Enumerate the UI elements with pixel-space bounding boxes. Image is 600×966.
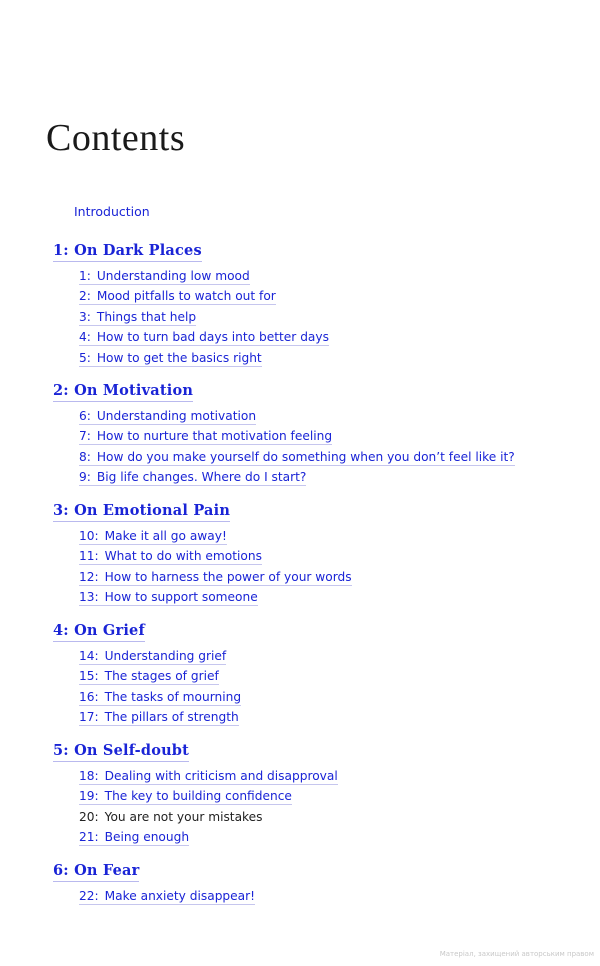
page-title: Contents [46, 117, 186, 159]
chapter-title: You are not your mistakes [104, 809, 263, 824]
chapter-title: How to nurture that motivation feeling [96, 429, 333, 444]
toc-section [53, 620, 573, 728]
chapter-link[interactable] [79, 429, 332, 445]
chapter-number: 19: [79, 789, 99, 804]
chapter-item [79, 587, 573, 607]
chapter-list [53, 766, 573, 848]
chapter-item [79, 567, 573, 587]
chapter-number: 6: [79, 409, 91, 423]
chapter-item [79, 707, 573, 727]
chapter-title: The tasks of mourning [104, 689, 242, 704]
chapter-number: 18: [79, 769, 99, 783]
chapter-number: 16: [79, 689, 99, 704]
chapter-number: 12: [79, 569, 99, 584]
chapter-list [53, 526, 573, 608]
chapter-item [79, 807, 573, 827]
chapter-title: Understanding grief [104, 649, 227, 663]
chapter-item [79, 348, 573, 368]
copyright-watermark: Матеріал, захищений авторським правом [439, 950, 594, 958]
chapter-list [53, 266, 573, 368]
chapter-link[interactable] [79, 710, 239, 726]
chapter-link[interactable] [79, 570, 352, 586]
chapter-link[interactable] [79, 649, 226, 665]
chapter-title: How to get the basics right [96, 350, 262, 365]
chapter-item [79, 406, 573, 426]
chapter-text [79, 810, 263, 824]
chapter-title: Understanding motivation [96, 409, 257, 423]
section-heading-link[interactable]: 3: On Emotional Pain [53, 501, 230, 522]
chapter-title: Mood pitfalls to watch out for [96, 289, 276, 304]
chapter-link[interactable] [79, 769, 338, 785]
toc-section [53, 860, 573, 906]
chapter-title: Make anxiety disappear! [104, 889, 256, 903]
chapter-title: How to support someone [104, 590, 258, 605]
chapter-number: 21: [79, 830, 99, 845]
chapter-list [53, 406, 573, 488]
chapter-title: Understanding low mood [96, 269, 250, 283]
chapter-number: 4: [79, 330, 91, 345]
chapter-link[interactable] [79, 289, 276, 305]
chapter-item [79, 526, 573, 546]
chapter-title: Make it all go away! [104, 529, 227, 543]
chapter-link[interactable] [79, 549, 262, 565]
chapter-number: 14: [79, 649, 99, 663]
chapter-number: 20: [79, 809, 99, 824]
section-heading-link[interactable]: 5: On Self-doubt [53, 741, 189, 762]
chapter-item [79, 766, 573, 786]
chapter-link[interactable] [79, 590, 258, 606]
chapter-item [79, 786, 573, 806]
chapter-title: The pillars of strength [104, 710, 239, 725]
chapter-item [79, 447, 573, 467]
chapter-link[interactable] [79, 450, 515, 466]
chapter-number: 10: [79, 529, 99, 543]
chapter-number: 11: [79, 549, 99, 564]
chapter-title: How to harness the power of your words [104, 569, 352, 584]
chapter-link[interactable] [79, 470, 306, 486]
chapter-link[interactable] [79, 529, 227, 545]
chapter-number: 9: [79, 470, 91, 485]
chapter-title: What to do with emotions [104, 549, 262, 564]
chapter-item [79, 266, 573, 286]
chapter-number: 13: [79, 590, 99, 605]
chapter-link[interactable] [79, 690, 241, 706]
chapter-link[interactable] [79, 830, 189, 846]
chapter-item [79, 546, 573, 566]
chapter-number: 3: [79, 309, 91, 324]
section-heading-link[interactable]: 6: On Fear [53, 861, 139, 882]
chapter-link[interactable] [79, 269, 250, 285]
chapter-title: The stages of grief [104, 669, 219, 684]
chapter-link[interactable] [79, 669, 219, 685]
chapter-list [53, 886, 573, 906]
chapter-item [79, 687, 573, 707]
chapter-number: 5: [79, 350, 91, 365]
chapter-item [79, 886, 573, 906]
chapter-item [79, 286, 573, 306]
toc-section [53, 380, 573, 488]
chapter-number: 15: [79, 669, 99, 684]
chapter-number: 2: [79, 289, 91, 304]
chapter-number: 17: [79, 710, 99, 725]
chapter-number: 7: [79, 429, 91, 444]
chapter-link[interactable] [79, 789, 292, 805]
chapter-link[interactable] [79, 351, 262, 367]
chapter-item [79, 827, 573, 847]
chapter-title: The key to building confidence [104, 789, 292, 804]
section-heading-link[interactable]: 1: On Dark Places [53, 241, 202, 262]
chapter-item [79, 307, 573, 327]
chapter-title: How to turn bad days into better days [96, 330, 329, 345]
chapter-title: Being enough [104, 830, 190, 845]
toc-section [53, 740, 573, 848]
chapter-link[interactable] [79, 330, 329, 346]
chapter-list [53, 646, 573, 728]
chapter-title: Dealing with criticism and disapproval [104, 769, 338, 783]
chapter-title: Things that help [96, 309, 197, 324]
chapter-link[interactable] [79, 889, 255, 905]
chapter-item [79, 646, 573, 666]
toc-section [53, 240, 573, 368]
chapter-item [79, 426, 573, 446]
chapter-item [79, 327, 573, 347]
toc-section [53, 500, 573, 608]
chapter-number: 8: [79, 449, 91, 464]
chapter-title: How do you make yourself do something when you don’t feel like it? [96, 449, 515, 464]
chapter-item [79, 666, 573, 686]
chapter-link[interactable] [79, 409, 256, 425]
section-heading-link[interactable]: 4: On Grief [53, 621, 145, 642]
chapter-title: Big life changes. Where do I start? [96, 470, 307, 485]
chapter-number: 22: [79, 889, 99, 903]
chapter-number: 1: [79, 269, 91, 283]
chapter-item [79, 467, 573, 487]
chapter-link[interactable] [79, 310, 196, 326]
introduction-link[interactable]: Introduction [74, 204, 150, 219]
section-heading-link[interactable]: 2: On Motivation [53, 381, 193, 402]
